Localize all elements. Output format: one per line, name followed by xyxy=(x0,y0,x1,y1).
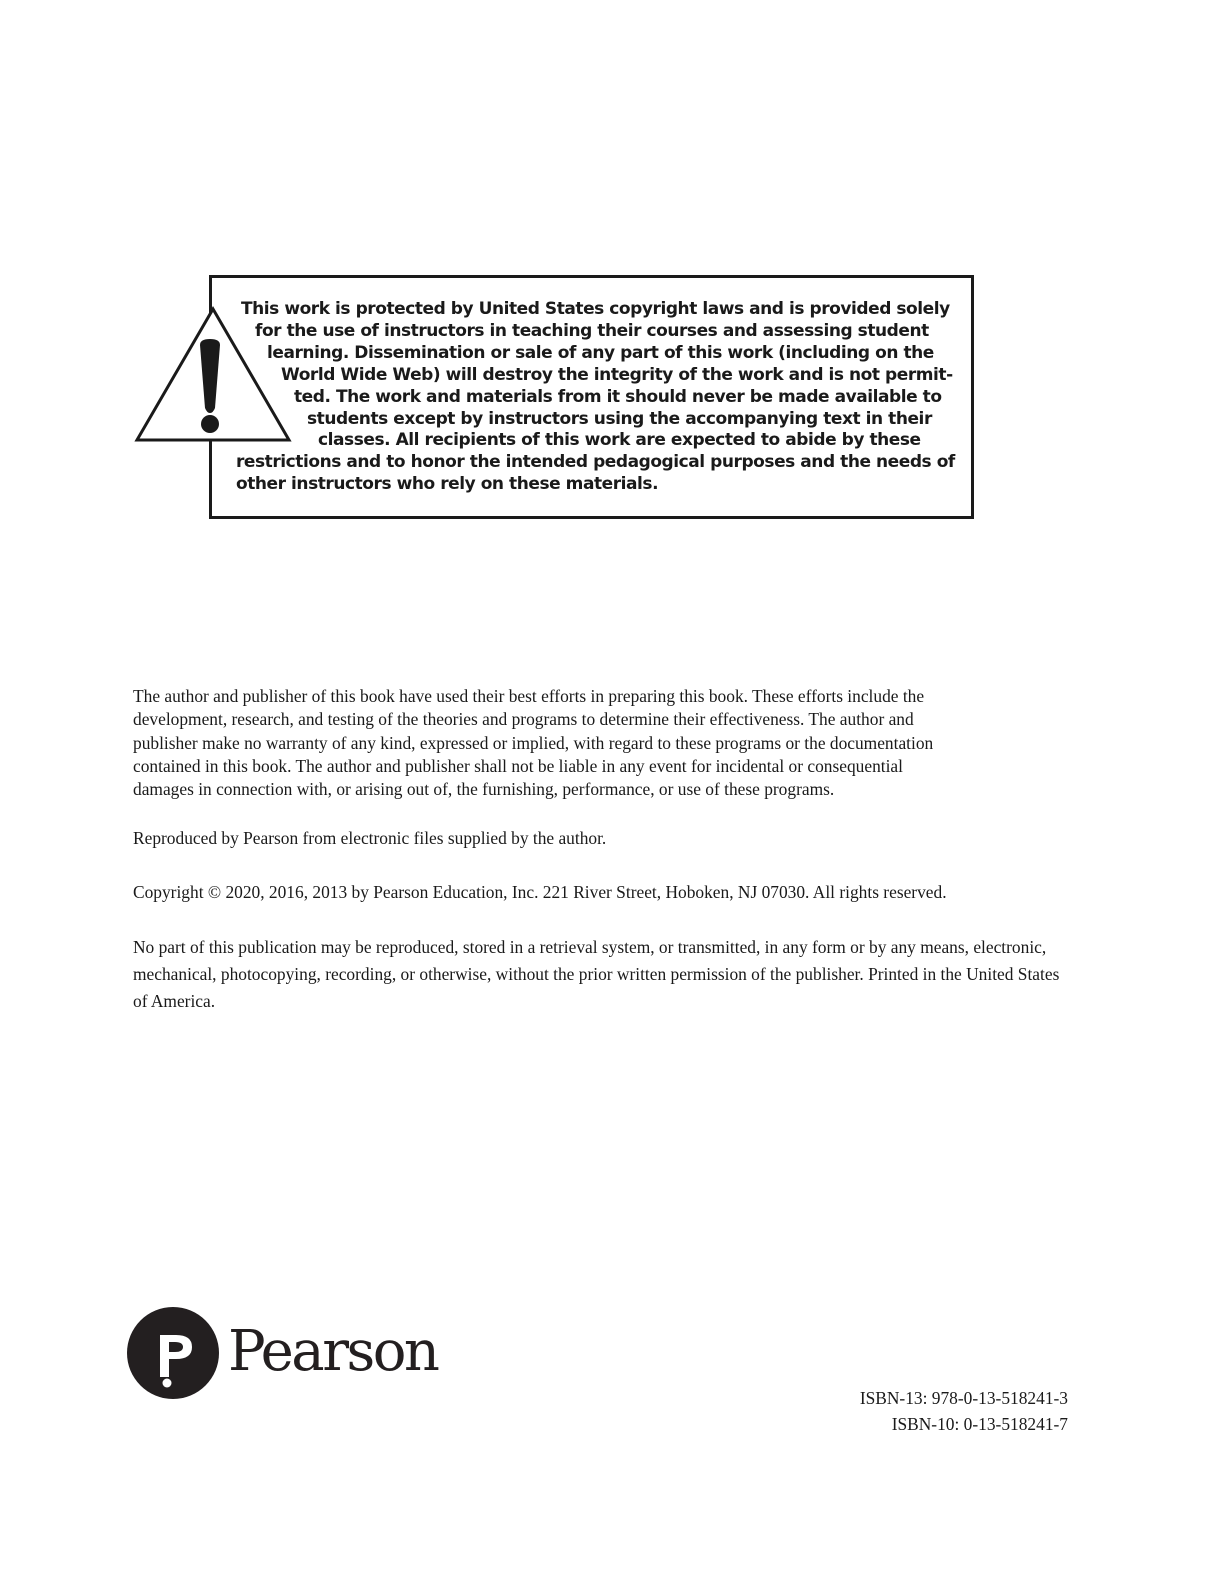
disclaimer-line: damages in connection with, or arising out of, the furnishing, performance, or use of these programs. xyxy=(133,779,835,800)
disclaimer-paragraph xyxy=(133,685,1073,801)
disclaimer-line: contained in this book. The author and publisher shall not be liable in any event for incidental or consequential xyxy=(133,755,903,776)
disclaimer-line: publisher make no warranty of any kind, expressed or implied, with regard to these programs or the documentation xyxy=(133,732,934,753)
disclaimer-line: development, research, and testing of the theories and programs to determine their effectiveness. The author and xyxy=(133,709,914,730)
isbn-block xyxy=(860,1385,1068,1437)
notice-line: restrictions and to honor the intended pedagogical purposes and the needs of xyxy=(236,452,955,473)
notice-line: students except by instructors using the accompanying text in their xyxy=(307,408,932,429)
disclaimer-line: The author and publisher of this book have used their best efforts in preparing this book. These efforts include the xyxy=(133,686,925,706)
copyright-notice-text xyxy=(226,299,956,496)
reproduced-statement: Reproduced by Pearson from electronic files supplied by the author. xyxy=(133,828,607,848)
isbn-13: ISBN-13: 978-0-13-518241-3 xyxy=(859,1388,1068,1408)
pearson-wordmark: Pearson xyxy=(228,1319,438,1384)
notice-line: This work is protected by United States copyright laws and is provided solely xyxy=(241,299,950,319)
isbn-10: ISBN-10: 0-13-518241-7 xyxy=(891,1414,1068,1434)
notice-line: other instructors who rely on these materials. xyxy=(236,474,659,495)
pearson-logo xyxy=(127,1307,457,1407)
notice-line: ted. The work and materials from it should never be made available to xyxy=(294,386,942,407)
pearson-p-logo-icon xyxy=(127,1307,219,1399)
notice-line: for the use of instructors in teaching their courses and assessing student xyxy=(255,320,929,341)
copyright-statement: Copyright © 2020, 2016, 2013 by Pearson Education, Inc. 221 River Street, Hoboken, NJ 07030. All rights reserved. xyxy=(133,882,947,902)
notice-line: learning. Dissemination or sale of any part of this work (including on the xyxy=(267,342,934,363)
no-part-statement: No part of this publication may be reproduced, stored in a retrieval system, or transmitted, in any form or by any means, electronic, mechanical, photocopying, recording, or otherwise, without the prior written permission of the publisher. Printed in the United States of America. xyxy=(133,937,1060,1011)
notice-line: World Wide Web) will destroy the integrity of the work and is not permit- xyxy=(281,364,953,385)
notice-line: classes. All recipients of this work are expected to abide by these xyxy=(318,430,921,451)
